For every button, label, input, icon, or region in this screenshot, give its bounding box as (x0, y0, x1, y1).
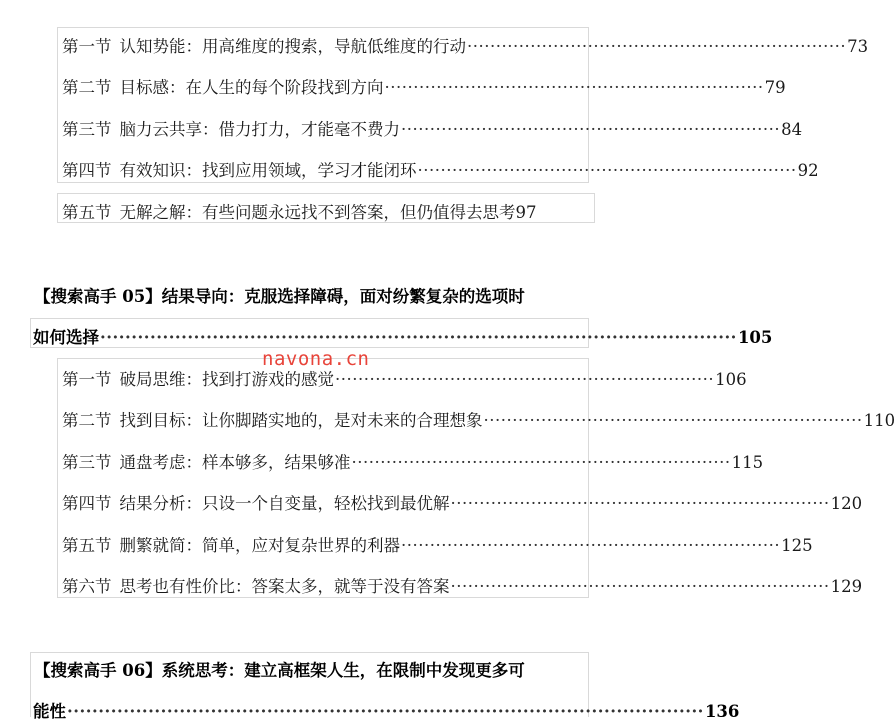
chapter-heading-continuation[interactable] (33, 324, 773, 348)
chapter-heading-line2: 能性 (33, 702, 66, 721)
section-label: 第二节 (62, 78, 112, 97)
toc-entry[interactable] (62, 407, 895, 431)
page-number: 97 (515, 203, 537, 222)
section-title: 思考也有性价比：答案太多，就等于没有答案 (119, 577, 450, 596)
watermark-text: navona.cn (262, 348, 370, 370)
chapter-heading-continuation[interactable] (33, 698, 740, 722)
section-label: 第六节 (62, 577, 112, 596)
page-number: 73 (847, 37, 869, 56)
section-title: 破局思维：找到打游戏的感觉 (119, 370, 334, 389)
page-number: 84 (781, 120, 803, 139)
toc-entry[interactable] (62, 116, 803, 140)
leader-dots: ·································································· (384, 78, 764, 97)
section-title: 删繁就简：简单，应对复杂世界的利器 (119, 536, 400, 555)
page-number: 129 (830, 577, 863, 596)
page-number: 110 (863, 411, 895, 430)
leader-dots: ·································································· (351, 453, 731, 472)
leader-dots: ·································································· (467, 37, 847, 56)
leader-dots: ·································································· (417, 161, 797, 180)
section-label: 第五节 (62, 536, 112, 555)
toc-entry[interactable] (62, 490, 863, 514)
toc-entry[interactable] (62, 33, 869, 57)
section-title: 找到目标：让你脚踏实地的，是对未来的合理想象 (119, 411, 483, 430)
toc-block-chapter-05 (57, 358, 589, 598)
leader-dots: ·································································· (401, 120, 781, 139)
leader-dots: ·································································· (450, 494, 830, 513)
page-number: 106 (715, 370, 747, 389)
chapter-heading-line2: 如何选择 (33, 328, 99, 347)
page-number: 79 (764, 78, 786, 97)
section-title: 目标感：在人生的每个阶段找到方向 (119, 78, 384, 97)
leader-dots: ······································································································ (100, 328, 737, 347)
section-label: 第五节 (62, 203, 112, 222)
toc-entry[interactable] (62, 532, 813, 556)
leader-dots: ·································································· (401, 536, 781, 555)
section-label: 第一节 (62, 37, 112, 56)
toc-entry[interactable] (62, 449, 764, 473)
section-title: 无解之解：有些问题永远找不到答案，但仍值得去思考 (119, 203, 516, 222)
chapter-heading[interactable]: 【搜索高手 06】系统思考：建立高框架人生，在限制中发现更多可 (34, 661, 525, 680)
section-label: 第二节 (62, 411, 112, 430)
section-title: 脑力云共享：借力打力，才能毫不费力 (119, 120, 400, 139)
leader-dots: ·································································· (483, 411, 863, 430)
leader-dots: ······································································································ (67, 702, 704, 721)
page-number: 136 (704, 702, 740, 721)
page-number: 120 (830, 494, 863, 513)
page-number: 92 (797, 161, 819, 180)
chapter-heading[interactable]: 【搜索高手 05】结果导向：克服选择障碍，面对纷繁复杂的选项时 (34, 287, 525, 306)
section-label: 第三节 (62, 120, 112, 139)
leader-dots: ·································································· (335, 370, 715, 389)
toc-entry[interactable] (62, 74, 786, 98)
page-number: 105 (737, 328, 773, 347)
section-title: 认知势能：用高维度的搜索，导航低维度的行动 (119, 37, 466, 56)
page-number: 115 (731, 453, 764, 472)
section-label: 第四节 (62, 161, 112, 180)
toc-entry[interactable] (62, 573, 863, 597)
leader-dots: ·································································· (450, 577, 830, 596)
page-number: 125 (781, 536, 813, 555)
section-label: 第四节 (62, 494, 112, 513)
section-title: 有效知识：找到应用领域，学习才能闭环 (119, 161, 417, 180)
section-label: 第一节 (62, 370, 112, 389)
section-title: 通盘考虑：样本够多，结果够准 (119, 453, 351, 472)
toc-entry[interactable] (62, 199, 596, 223)
section-label: 第三节 (62, 453, 112, 472)
section-title: 结果分析：只设一个自变量，轻松找到最优解 (119, 494, 450, 513)
toc-entry[interactable] (62, 157, 819, 181)
